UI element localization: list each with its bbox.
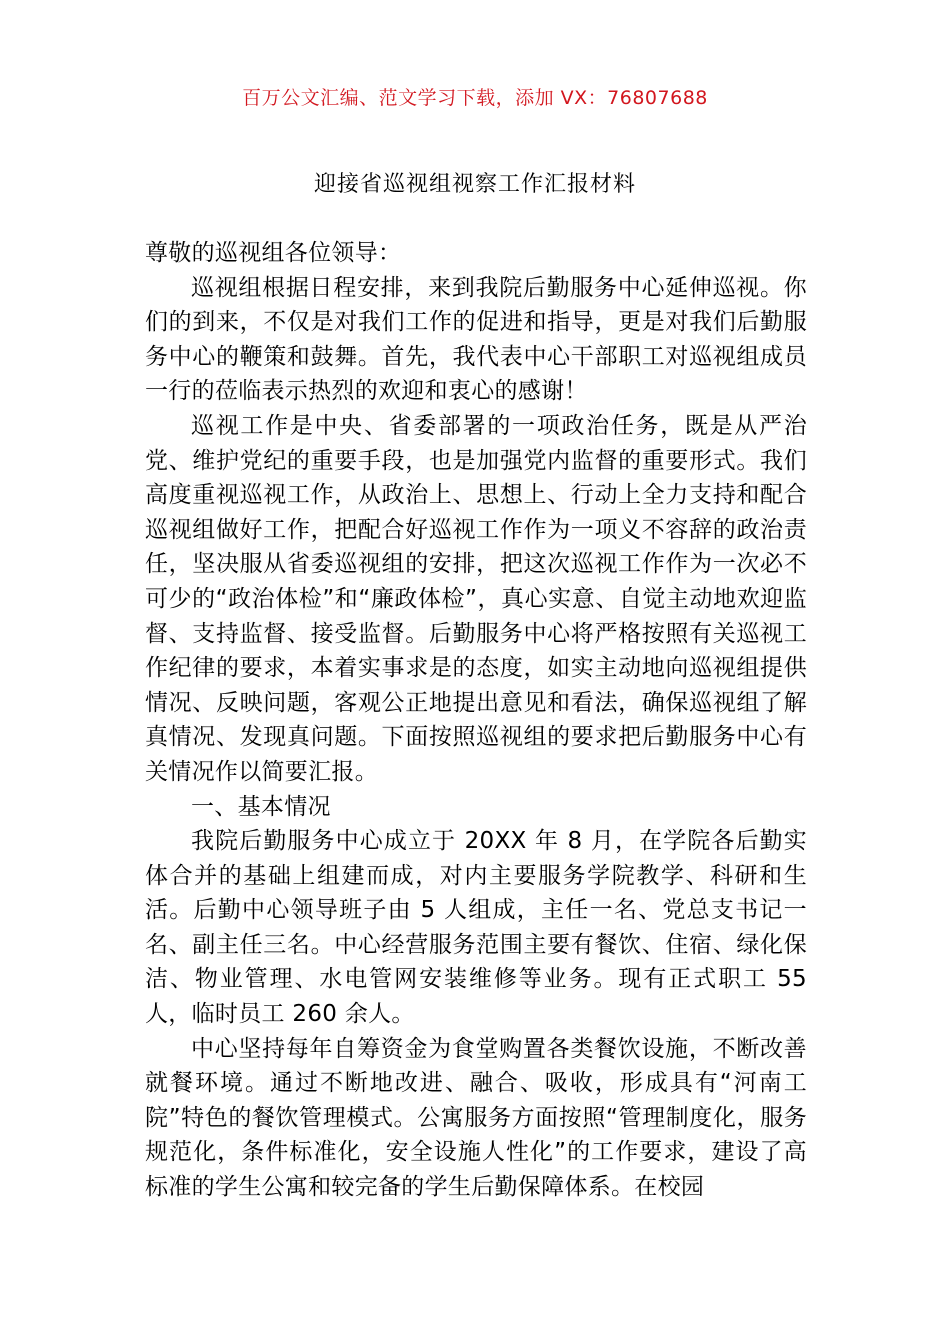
document-title: 迎接省巡视组视察工作汇报材料 <box>313 172 636 197</box>
header-banner: 百万公文汇编、范文学习下载，添加 VX：76807688 <box>242 87 708 109</box>
paragraph-basic-situation: 我院后勤服务中心成立于 20XX 年 8 月，在学院各后勤实体合并的基础上组建而成，对内主要服务学院教学、科研和生活。后勤中心领导班子由 5 人组成，主任一名、党总支书记一名、副主任三名。中心经营服务范围主要有餐饮、住宿、绿化保洁、物业管理、水电管网安装维修等业务。现有正式职工 55 人，临时员工 260 余人。 <box>145 828 807 1028</box>
paragraph-inspection-work: 巡视工作是中央、省委部署的一项政治任务，既是从严治党、维护党纪的重要手段，也是加强党内监督的重要形式。我们高度重视巡视工作，从政治上、思想上、行动上全力支持和配合巡视组做好工作，把配合好巡视工作作为一项义不容辞的政治责任，坚决服从省委巡视组的安排，把这次巡视工作作为一次必不可少的“政治体检”和“廉政体检”，真心实意、自觉主动地欢迎监督、支持监督、接受监督。后勤服务中心将严格按照有关巡视工作纪律的要求，本着实事求是的态度，如实主动地向巡视组提供情况、反映问题，客观公正地提出意见和看法，确保巡视组了解真情况、发现真问题。下面按照巡视组的要求把后勤服务中心有关情况作以简要汇报。 <box>145 412 807 785</box>
paragraph-services: 中心坚持每年自筹资金为食堂购置各类餐饮设施，不断改善就餐环境。通过不断地改进、融合、吸收，形成具有“河南工院”特色的餐饮管理模式。公寓服务方面按照“管理制度化，服务规范化，条件标准化，安全设施人性化”的工作要求，建设了高标准的学生公寓和较完备的学生后勤保障体系。在校园 <box>145 1035 807 1201</box>
salutation: 尊敬的巡视组各位领导： <box>145 240 402 266</box>
section-heading-basic-situation: 一、基本情况 <box>191 793 331 820</box>
document-body <box>145 236 807 1205</box>
paragraph-intro: 巡视组根据日程安排，来到我院后勤服务中心延伸巡视。你们的到来，不仅是对我们工作的促进和指导，更是对我们后勤服务中心的鞭策和鼓舞。首先，我代表中心干部职工对巡视组成员一行的莅临表示热烈的欢迎和衷心的感谢！ <box>145 274 807 405</box>
